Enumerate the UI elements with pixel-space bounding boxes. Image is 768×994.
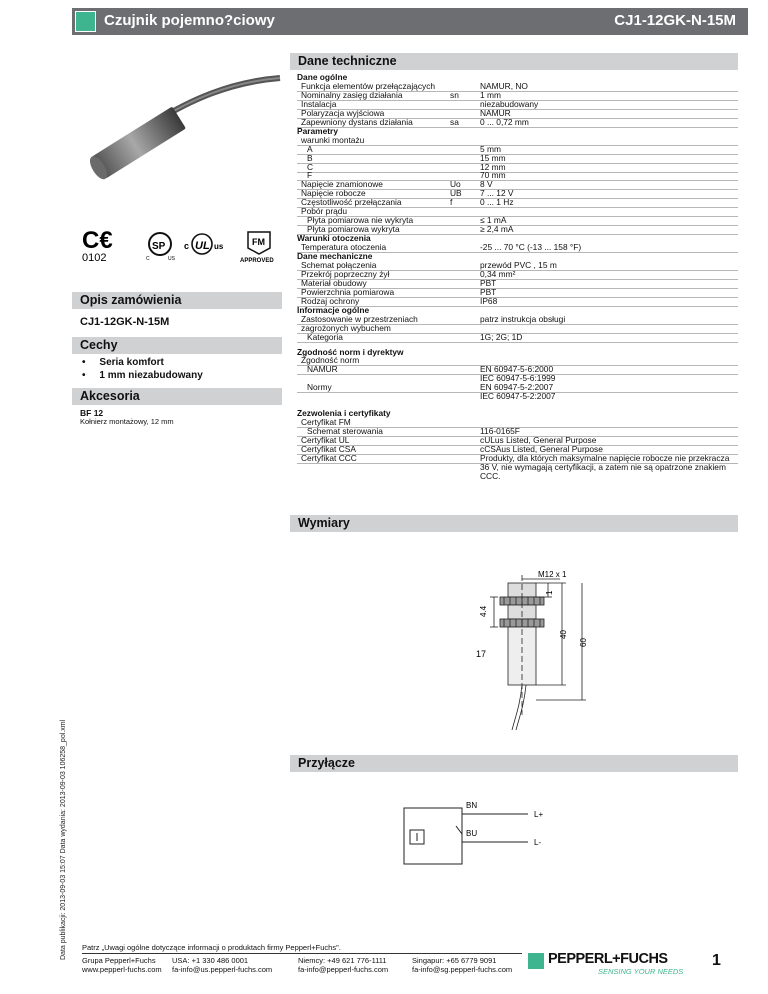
tech-row-label: Płyta pomiarowa wykryta [307, 224, 400, 235]
svg-text:us: us [214, 242, 224, 251]
tech-row-label: Zapewniony dystans działania [301, 116, 413, 127]
tech-row-value: cULus Listed, General Purpose [480, 435, 597, 446]
footer-divider [82, 953, 522, 954]
dimension-drawing [440, 565, 610, 745]
tech-row-label: Schemat sterowania [307, 426, 383, 437]
tech-row-value: 70 mm [480, 170, 506, 181]
tech-row-label: Informacje ogólne [297, 304, 370, 315]
tech-row-value: przewód PVC , 15 m [480, 259, 557, 270]
tech-row-symbol: Uo [450, 179, 461, 190]
svg-text:17: 17 [476, 649, 487, 659]
footer-singapore: Singapur: +65 6779 9091 fa-info@sg.pepperl-fuchs.com [412, 956, 513, 974]
tech-row-label: Parametry [297, 125, 338, 136]
tech-row-label: Certyfikat CSA [301, 444, 356, 454]
tech-row-value: 0,34 mm² [480, 268, 516, 279]
tech-row-label: Zgodność norm i dyrektyw [297, 346, 404, 357]
tech-row-value: EN 60947-5-2:2007 [480, 382, 554, 393]
tech-row-value: NAMUR, NO [480, 80, 528, 91]
svg-text:c: c [184, 241, 190, 251]
dimensions-section-header: Wymiary [290, 515, 738, 532]
tech-row-label: Zezwolenia i certyfikaty [297, 408, 391, 419]
tech-row-label: Dane mechaniczne [297, 251, 373, 261]
tech-section-header: Dane techniczne [290, 53, 738, 70]
tech-row-label: Kategoria [307, 331, 343, 342]
tech-row-value: 12 mm [480, 161, 506, 172]
tech-row-value: patrz instrukcja obsługi [480, 313, 566, 324]
svg-text:0102: 0102 [82, 252, 107, 264]
order-model: CJ1-12GK-N-15M [80, 316, 170, 328]
tech-row-label: Zastosowanie w przestrzeniach [301, 313, 418, 324]
tech-row-label: Przekrój poprzeczny żył [301, 268, 390, 279]
tech-row-value: 8 V [480, 179, 493, 190]
tech-row-label: Rodzaj ochrony [301, 295, 360, 306]
feature-item: • 1 mm niezabudowany [82, 370, 203, 381]
connection-diagram [400, 790, 600, 870]
footer-company: Grupa Pepperl+Fuchs www.pepperl-fuchs.com [82, 956, 162, 974]
tech-row-label: Certyfikat UL [301, 435, 350, 446]
tech-row-value: EN 60947-5-6:2000 [480, 364, 554, 375]
accessories-section-header: Akcesoria [72, 388, 282, 405]
tech-row-value: IP68 [480, 295, 498, 306]
tech-row-value: 36 V, nie wymagają certyfikacji, a zatem nie są opatrzone znakiem [480, 461, 726, 472]
product-photo [80, 60, 285, 195]
tech-row-label: zagrożonych wybuchem [301, 322, 391, 333]
svg-text:BU: BU [466, 829, 478, 838]
tech-row-label: Funkcja elementów przełączających [301, 80, 436, 91]
tech-row-value: 0 ... 0,72 mm [480, 116, 529, 127]
svg-text:40: 40 [559, 630, 568, 639]
accessory-desc: Kołnierz montażowy, 12 mm [80, 417, 174, 426]
tech-row-label: Schemat połączenia [301, 259, 377, 270]
connection-section-header: Przyłącze [290, 755, 738, 772]
tech-row-value: ≤ 1 mA [480, 215, 507, 226]
header-bar [72, 8, 748, 35]
tech-row-value: IEC 60947-5-6:1999 [480, 373, 556, 384]
tech-row-label: NAMUR [307, 364, 338, 375]
tech-row-value: ≥ 2,4 mA [480, 224, 514, 235]
svg-text:US: US [168, 256, 175, 262]
order-section-header: Opis zamówienia [72, 292, 282, 309]
svg-text:C: C [146, 256, 150, 262]
page-number: 1 [712, 952, 721, 969]
footer-note: Patrz „Uwagi ogólne dotyczące informacji o produktach firmy Pepperl+Fuchs". [82, 943, 341, 952]
header-square-icon [75, 11, 96, 32]
tech-row-label: Temperatura otoczenia [301, 242, 387, 253]
tech-row-value: -25 ... 70 °C (-13 ... 158 °F) [480, 242, 582, 253]
svg-text:60: 60 [579, 638, 588, 647]
tech-row-value: Produkty, dla których maksymalne napięcie robocze nie przekracza [480, 452, 730, 463]
svg-text:L+: L+ [534, 810, 544, 819]
tech-row-label: Certyfikat CCC [301, 452, 357, 463]
svg-text:C€: C€ [82, 227, 113, 254]
footer-germany: Niemcy: +49 621 776-1111 fa-info@pepperl-fuchs.com [298, 956, 389, 974]
features-list [82, 356, 203, 382]
tech-row-label: C [307, 161, 314, 172]
accessory-name: BF 12 [80, 408, 104, 418]
tech-row-label: A [307, 143, 313, 154]
tech-row-value: PBT [480, 286, 497, 297]
header-model: CJ1-12GK-N-15M [614, 12, 736, 29]
tech-row-divider [297, 207, 738, 208]
features-section-header: Cechy [72, 337, 282, 354]
tech-row-symbol: sn [450, 89, 459, 100]
tech-row-symbol: f [450, 197, 453, 208]
header-title: Czujnik pojemno?ciowy [104, 12, 275, 29]
tech-row-label: Polaryzacja wyjściowa [301, 107, 385, 118]
svg-text:SP: SP [152, 241, 166, 252]
pf-logo-mark [528, 953, 544, 969]
svg-text:BN: BN [466, 801, 478, 810]
feature-item: • Seria komfort [82, 357, 164, 368]
tech-row-value: 15 mm [480, 152, 506, 163]
tech-row-label: B [307, 152, 313, 163]
tech-row-value: niezabudowany [480, 98, 539, 109]
certification-marks [80, 226, 280, 264]
tech-row-value: CCC. [480, 470, 501, 481]
tech-row-value: 0 ... 1 Hz [480, 197, 514, 208]
tech-row-divider [297, 342, 738, 343]
tech-row-value: 5 mm [480, 143, 501, 154]
pf-slogan: SENSING YOUR NEEDS [598, 967, 684, 976]
tech-row-label: Certyfikat FM [301, 417, 351, 428]
tech-row-label: Napięcie znamionowe [301, 179, 383, 190]
tech-row-value: PBT [480, 277, 497, 288]
tech-row-value: 1 mm [480, 89, 501, 100]
tech-row-label: Napięcie robocze [301, 188, 366, 199]
svg-text:FM: FM [252, 237, 265, 247]
tech-row-label: Częstotliwość przełączania [301, 197, 402, 208]
pf-logo: PEPPERL+FUCHS [548, 951, 668, 967]
tech-row-divider [297, 127, 738, 128]
publication-info: Data publikacji: 2013-09-03 15:07 Data wydania: 2013-09-03 106258_pol.xml [60, 719, 67, 960]
tech-row-label: Pobór prądu [301, 206, 348, 217]
tech-row-value: NAMUR [480, 107, 511, 118]
tech-row-value: cCSAus Listed, General Purpose [480, 444, 603, 454]
svg-text:UL: UL [195, 240, 210, 252]
tech-row-label: warunki montażu [301, 134, 365, 145]
tech-row-value: IEC 60947-5-2:2007 [480, 391, 556, 402]
tech-row-label: Powierzchnia pomiarowa [301, 286, 395, 297]
tech-row-symbol: sa [450, 116, 459, 127]
tech-row-label: Dane ogólne [297, 72, 348, 82]
tech-row-label: Płyta pomiarowa nie wykryta [307, 215, 414, 226]
tech-row-value: 116-0165F [480, 426, 520, 437]
tech-row-label: Instalacja [301, 98, 337, 109]
tech-row-symbol: UB [450, 188, 462, 199]
tech-row-label: F [307, 170, 313, 181]
footer-usa: USA: +1 330 486 0001 fa-info@us.pepperl-fuchs.com [172, 956, 273, 974]
svg-text:L-: L- [534, 838, 542, 847]
tech-row-label: Zgodność norm [301, 355, 360, 366]
tech-row-value: 1G; 2G; 1D [480, 331, 523, 342]
svg-text:1: 1 [545, 590, 554, 595]
tech-row-label: Normy [307, 382, 332, 393]
tech-row-value: 7 ... 12 V [480, 188, 514, 199]
tech-row-label: Nominalny zasięg działania [301, 89, 403, 100]
tech-row-label: Materiał obudowy [301, 277, 367, 288]
svg-text:APPROVED: APPROVED [240, 258, 274, 264]
svg-text:M12 x 1: M12 x 1 [538, 570, 567, 579]
svg-text:4.4: 4.4 [479, 605, 488, 617]
tech-row-label: Warunki otoczenia [297, 233, 371, 244]
